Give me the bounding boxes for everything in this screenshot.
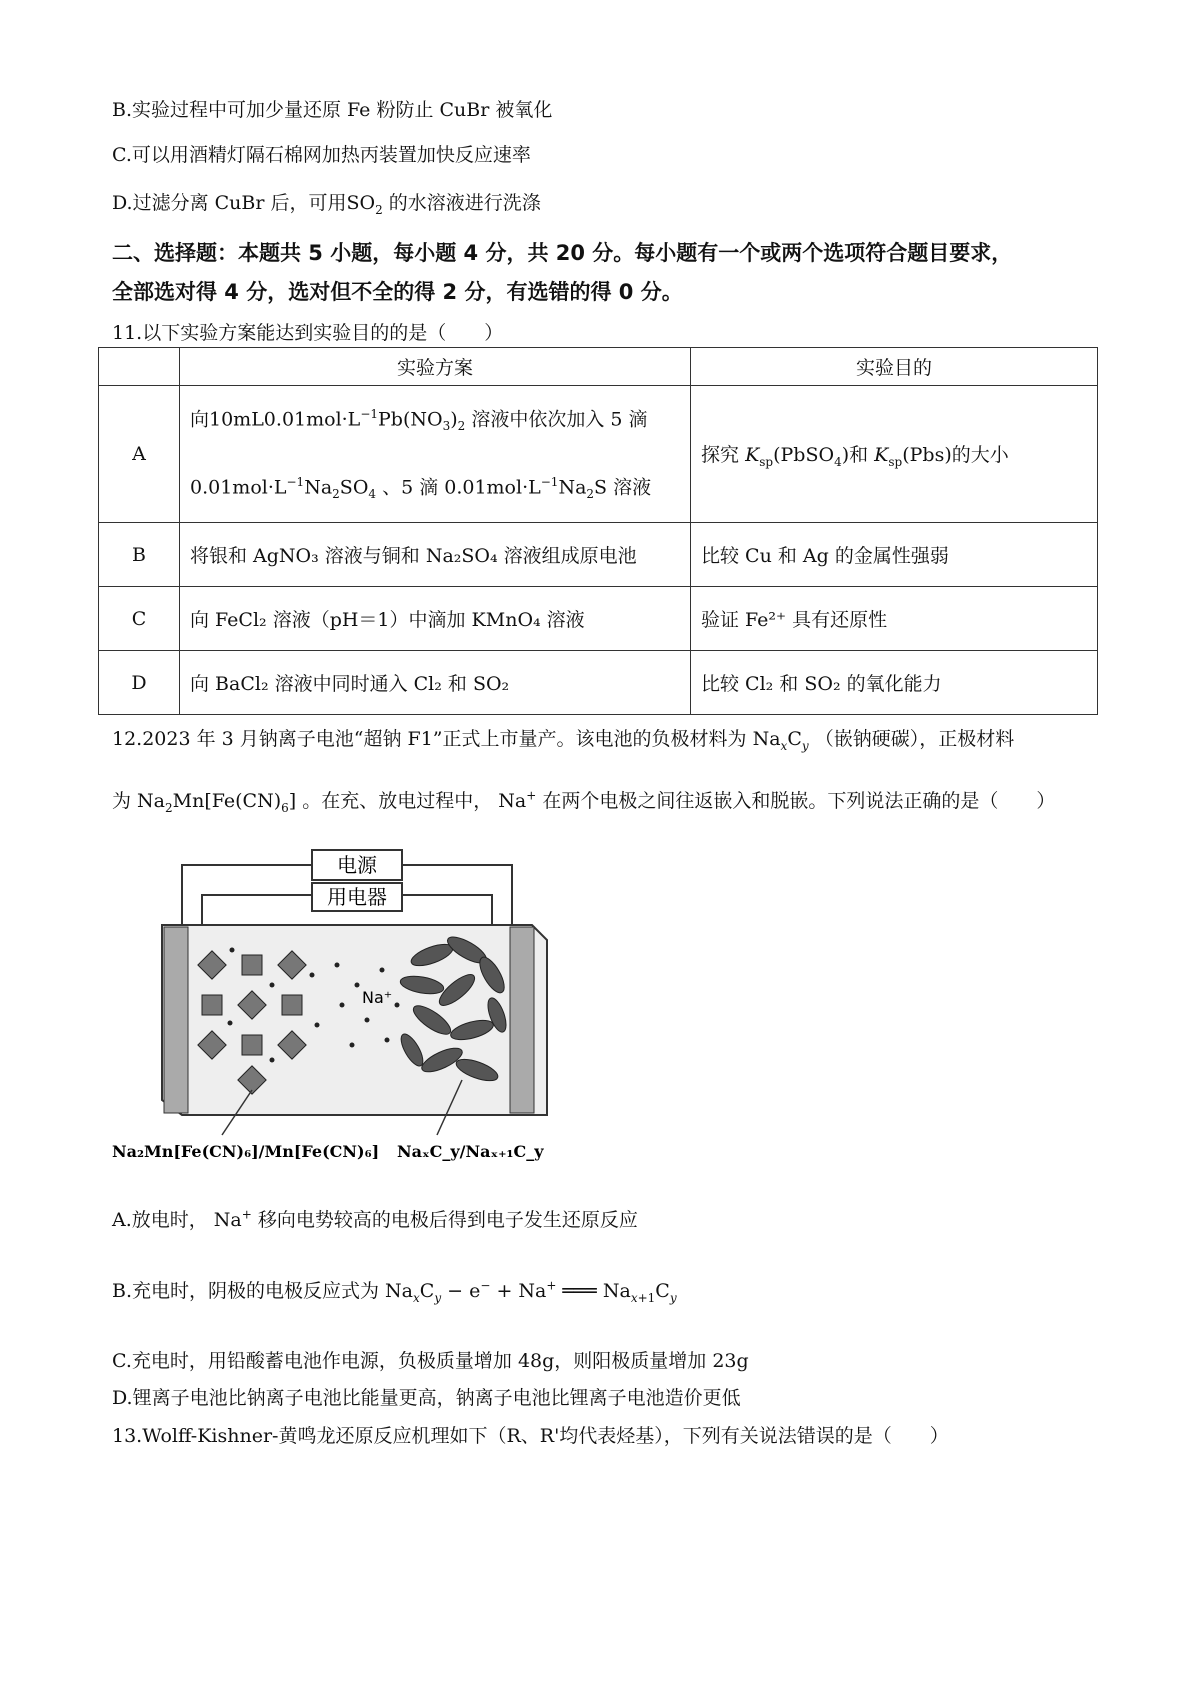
section-heading-line2: 全部选对得 4 分，选对但不全的得 2 分，有选错的得 0 分。	[112, 280, 683, 304]
q12-option-d: D.锂离子电池比钠离子电池比能量更高，钠离子电池比锂离子电池造价更低	[112, 1387, 741, 1409]
row-c-plan: 向 FeCl₂ 溶液（pH＝1）中滴加 KMnO₄ 溶液	[180, 587, 691, 651]
q11-table	[98, 347, 1098, 715]
row-d-goal: 比较 Cl₂ 和 SO₂ 的氧化能力	[691, 651, 1098, 715]
header-goal: 实验目的	[691, 348, 1098, 386]
row-b-plan: 将银和 AgNO₃ 溶液与铜和 Na₂SO₄ 溶液组成原电池	[180, 523, 691, 587]
row-a-goal: 探究 $K_{sp}(PbSO_4)$和 $K_{sp}(Pbs)$的大小	[691, 386, 1098, 523]
section-heading-line1: 二、选择题：本题共 5 小题，每小题 4 分，共 20 分。每小题有一个或两个选项符合题目要求，	[112, 241, 1013, 265]
option-b-prev: B.实验过程中可加少量还原 Fe 粉防止 CuBr 被氧化	[112, 99, 553, 121]
appliance-label: 用电器	[327, 885, 387, 909]
q12-option-c: C.充电时，用铅酸蓄电池作电源，负极质量增加 48g，则阳极质量增加 23g	[112, 1350, 749, 1372]
q12-option-b: B.充电时，阴极的电极反应式为 $Na_xC_y - e^- + Na^+$ ═══ $Na_{x+1}C_y$	[112, 1278, 677, 1305]
battery-diagram	[112, 845, 572, 1165]
row-b-label: B	[99, 523, 180, 587]
option-d-prev: D.过滤分离 CuBr 后，可用$SO_2$ 的水溶液进行洗涤	[112, 192, 541, 217]
row-b-goal: 比较 Cu 和 Ag 的金属性强弱	[691, 523, 1098, 587]
right-electrode-caption: NaₓC_y/Naₓ₊₁C_y	[397, 1142, 544, 1161]
row-a-label: A	[99, 386, 180, 523]
q13-stem: 13.Wolff-Kishner-黄鸣龙还原反应机理如下（R、R'均代表烃基），下列有关说法错误的是（ ）	[112, 1425, 949, 1447]
left-electrode	[164, 927, 188, 1113]
right-electrode	[510, 927, 534, 1113]
power-source-label: 电源	[337, 853, 377, 877]
row-d-plan: 向 BaCl₂ 溶液中同时通入 Cl₂ 和 SO₂	[180, 651, 691, 715]
q12-stem-line1: 12.2023 年 3 月钠离子电池“超钠 F1”正式上市量产。该电池的负极材料为 $Na_xC_y$ （嵌钠硬碳），正极材料	[112, 728, 1015, 753]
sodium-ion-label: Na⁺	[362, 988, 393, 1007]
row-c-label: C	[99, 587, 180, 651]
q11-stem: 11.以下实验方案能达到实验目的的是（ ）	[112, 322, 504, 344]
q12-option-a: A.放电时， Na+ 移向电势较高的电极后得到电子发生还原反应	[112, 1207, 638, 1231]
row-a-plan: 向$10mL0.01mol\cdot L^{-1}Pb(NO_3)_2$ 溶液中依次加入 5 滴 $0.01mol\cdot L^{-1}Na_2SO_4$ 、5 滴 $0.01mol\cdot L^{-1}Na_2S$ 溶液	[180, 386, 691, 523]
q12-stem-line2: 为 $Na_2Mn[Fe(CN)_6]$ 。在充、放电过程中， Na+ 在两个电极之间往返嵌入和脱嵌。下列说法正确的是（ ）	[112, 788, 1056, 815]
row-d-label: D	[99, 651, 180, 715]
row-c-goal: 验证 Fe²⁺ 具有还原性	[691, 587, 1098, 651]
option-c-prev: C.可以用酒精灯隔石棉网加热丙装置加快反应速率	[112, 144, 531, 166]
left-electrode-caption: Na₂Mn[Fe(CN)₆]/Mn[Fe(CN)₆]	[112, 1142, 380, 1161]
header-blank	[99, 348, 180, 386]
header-plan: 实验方案	[180, 348, 691, 386]
